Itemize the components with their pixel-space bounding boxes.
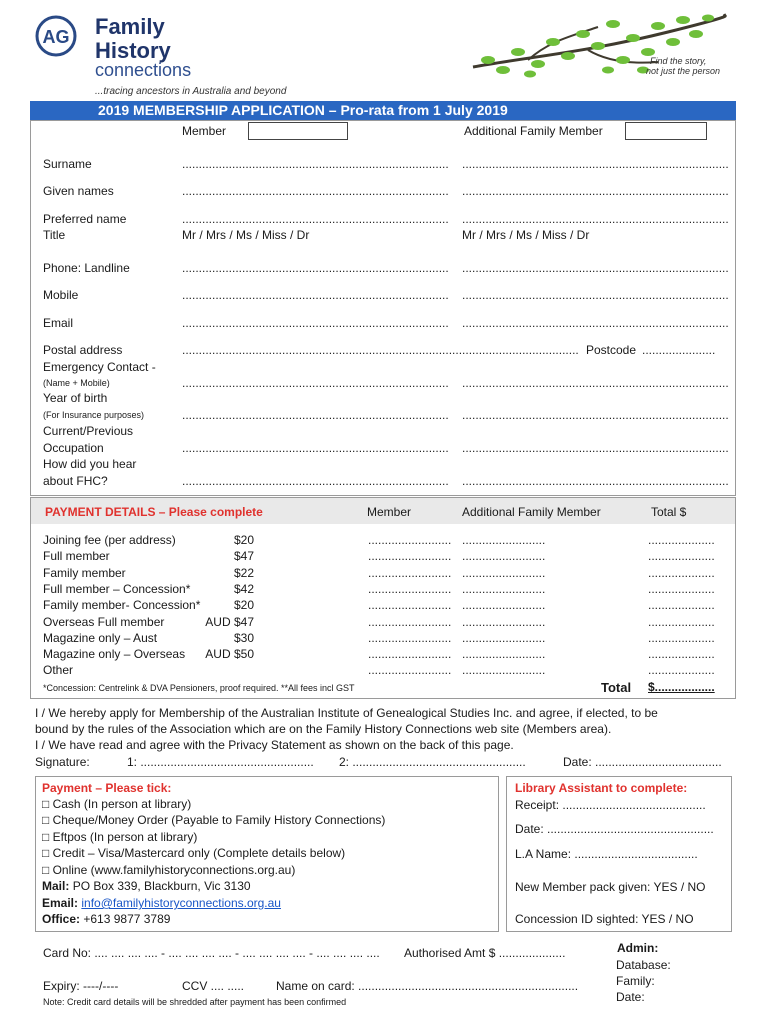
preferred-name-field-additional[interactable]: ................................................................................ [462,212,729,226]
total-label: Total [601,680,632,695]
declaration-line2: bound by the rules of the Association which are on the Family History Connections web site (Members area). [35,722,612,736]
office-value: +613 9877 3789 [83,912,171,926]
library-date-field[interactable]: Date: .................................................. [515,822,714,836]
member-checkbox[interactable] [248,122,348,140]
email-contact-link[interactable]: info@familyhistoryconnections.org.au [81,896,281,910]
fee-row-additional-field[interactable]: ......................... [462,566,546,580]
email-field-additional[interactable]: ................................................................................ [462,316,729,330]
brand-line1: Family [95,14,165,39]
fee-row-label: Full member [43,549,110,563]
payment-additional-header: Additional Family Member [462,505,601,519]
mobile-field-additional[interactable]: ................................................................................ [462,288,729,302]
heard-label-line2: about FHC? [43,474,108,488]
fee-row-total-field[interactable]: .................... [648,647,715,661]
yob-field-member[interactable]: ................................................................................ [182,408,449,422]
preferred-name-field-member[interactable]: ................................................................................ [182,212,449,226]
fhc-logo-icon [32,14,80,58]
authorised-amount-field[interactable]: Authorised Amt $ .................... [404,946,566,960]
title-label: Title [43,228,66,242]
mobile-label: Mobile [43,288,79,302]
surname-field-additional[interactable]: ................................................................................ [462,157,729,171]
admin-date: Date: [616,990,645,1004]
fee-row-total-field[interactable]: .................... [648,549,715,563]
payment-option-checkbox[interactable]: □ Credit – Visa/Mastercard only (Complete details below) [42,846,346,860]
year-of-birth-sublabel: (For Insurance purposes) [43,410,145,420]
fee-row-member-field[interactable]: ......................... [368,615,452,629]
fee-row-additional-field[interactable]: ......................... [462,631,546,645]
signature-field-2[interactable]: 2: .................................................... [339,755,526,769]
preferred-name-label: Preferred name [43,212,127,226]
phone-field-additional[interactable]: ................................................................................ [462,261,729,275]
fee-row-label: Other [43,663,74,677]
fee-row-price: AUD $47 [205,615,254,629]
title-options-member[interactable]: Mr / Mrs / Ms / Miss / Dr [182,228,310,242]
fee-row-label: Full member – Concession* [43,582,191,596]
payment-option-checkbox[interactable]: □ Online (www.familyhistoryconnections.org.au) [42,863,296,877]
total-value[interactable]: $.................. [648,680,715,694]
mobile-field-member[interactable]: ................................................................................ [182,288,449,302]
given-names-field-additional[interactable]: ................................................................................ [462,184,729,198]
heard-label-line1: How did you hear [43,457,137,471]
admin-title: Admin: [617,941,659,955]
emergency-field-additional[interactable]: ................................................................................ [462,376,729,390]
surname-field-member[interactable]: ................................................................................ [182,157,449,171]
mail-value: PO Box 339, Blackburn, Vic 3130 [72,879,251,893]
fee-row-total-field[interactable]: .................... [648,615,715,629]
card-note: Note: Credit card details will be shredded after payment has been confirmed [43,997,347,1007]
email-contact-label: Email: [42,896,79,910]
member-column-header: Member [182,124,227,138]
fee-row-additional-field[interactable]: ......................... [462,663,546,677]
concession-id-field[interactable]: Concession ID sighted: YES / NO [515,912,694,926]
postcode-label: Postcode [586,343,637,357]
postcode-field[interactable]: ...................... [642,343,716,357]
year-of-birth-label: Year of birth [43,391,108,405]
fee-row-total-field[interactable]: .................... [648,663,715,677]
receipt-field[interactable]: Receipt: ........................................... [515,798,706,812]
surname-label: Surname [43,157,92,171]
fee-row-label: Joining fee (per address) [43,533,176,547]
email-field-member[interactable]: ................................................................................ [182,316,449,330]
fee-row-price: $20 [233,533,254,547]
fee-row-total-field[interactable]: .................... [648,631,715,645]
given-names-field-member[interactable]: ................................................................................ [182,184,449,198]
heard-field-additional[interactable]: ................................................................................ [462,474,729,488]
brand-line3: connections [95,60,192,80]
occupation-field-additional[interactable]: ................................................................................ [462,441,729,455]
payment-option-checkbox[interactable]: □ Cheque/Money Order (Payable to Family History Connections) [42,813,386,827]
fee-row-member-field[interactable]: ......................... [368,549,452,563]
given-names-label: Given names [43,184,114,198]
payment-option-checkbox[interactable]: □ Cash (In person at library) [42,797,192,811]
fee-row-member-field[interactable]: ......................... [368,647,452,661]
fee-row-total-field[interactable]: .................... [648,566,715,580]
signature-field-1[interactable]: 1: .................................................... [127,755,314,769]
fee-row-price: $22 [233,566,254,580]
payment-member-header: Member [367,505,412,519]
slogan-line1: Find the story, [650,56,707,66]
yob-field-additional[interactable]: ................................................................................ [462,408,729,422]
brand-line2: History [95,38,171,63]
fee-row-price: $47 [233,549,254,563]
member-pack-field[interactable]: New Member pack given: YES / NO [515,880,706,894]
signature-label: Signature: [35,755,90,769]
fee-row-label: Magazine only – Aust [43,631,158,645]
declaration-date-field[interactable]: Date: ...................................... [563,755,722,769]
fee-row-member-field[interactable]: ......................... [368,533,452,547]
slogan-line2: not just the person [646,66,721,76]
occupation-field-member[interactable]: ................................................................................ [182,441,449,455]
admin-family: Family: [616,974,655,988]
fee-row-additional-field[interactable]: ......................... [462,582,546,596]
fee-row-member-field[interactable]: ......................... [368,582,452,596]
fee-row-additional-field[interactable]: ......................... [462,533,546,547]
additional-member-column-header: Additional Family Member [464,124,603,138]
card-number-field[interactable]: Card No: .... .... .... .... - .... .... .... .... - .... .... .... .... - .... .... .... .... [43,946,380,960]
postal-address-field[interactable]: ....................................................................................................................... [182,343,579,357]
occupation-label-line2: Occupation [43,441,104,455]
admin-database: Database: [616,958,671,972]
fee-row-price: AUD $50 [205,647,254,661]
declaration-line1: I / We hereby apply for Membership of the Australian Institute of Genealogical Studies Inc. and agree, if elected, to be [35,706,658,720]
email-label: Email [43,316,74,330]
heard-field-member[interactable]: ................................................................................ [182,474,449,488]
payment-details-title: PAYMENT DETAILS – Please complete [45,505,263,519]
fee-row-label: Magazine only – Overseas [43,647,186,661]
fee-row-total-field[interactable]: .................... [648,533,715,547]
fee-row-label: Family member [43,566,126,580]
declaration-line3: I / We have read and agree with the Privacy Statement as shown on the back of this page. [35,738,514,752]
fee-row-additional-field[interactable]: ......................... [462,615,546,629]
office-label: Office: [42,912,81,926]
expiry-field[interactable]: Expiry: ----/---- [43,979,119,993]
fee-row-member-field[interactable]: ......................... [368,631,452,645]
postal-address-label: Postal address [43,343,123,357]
additional-member-checkbox[interactable] [625,122,707,140]
payment-total-header: Total $ [651,505,687,519]
la-name-field[interactable]: L.A Name: ..................................... [515,847,698,861]
logo-letters: AG [42,27,70,47]
emergency-contact-label: Emergency Contact - [43,360,156,374]
fee-row-total-field[interactable]: .................... [648,582,715,596]
fee-row-member-field[interactable]: ......................... [368,598,452,612]
payment-option-checkbox[interactable]: □ Eftpos (In person at library) [42,830,198,844]
fee-row-additional-field[interactable]: ......................... [462,549,546,563]
fee-row-additional-field[interactable]: ......................... [462,598,546,612]
payment-method-title: Payment – Please tick: [42,781,172,795]
phone-landline-label: Phone: Landline [43,261,130,275]
fee-row-member-field[interactable]: ......................... [368,663,452,677]
fee-row-label: Overseas Full member [43,615,165,629]
fee-row-price: $30 [233,631,254,645]
concession-note: *Concession: Centrelink & DVA Pensioners, proof required. **All fees incl GST [43,683,355,693]
fee-row-total-field[interactable]: .................... [648,598,715,612]
emergency-field-member[interactable]: ................................................................................ [182,376,449,390]
fee-row-price: $20 [233,598,254,612]
library-assistant-title: Library Assistant to complete: [515,781,688,795]
phone-field-member[interactable]: ................................................................................ [182,261,449,275]
tagline: ...tracing ancestors in Australia and beyond [95,86,287,97]
occupation-label-line1: Current/Previous [43,424,134,438]
fee-row-additional-field[interactable]: ......................... [462,647,546,661]
ccv-field[interactable]: CCV .... ..... [182,979,245,993]
fee-row-label: Family member- Concession* [43,598,201,612]
personal-details-section [30,120,736,496]
fee-row-member-field[interactable]: ......................... [368,566,452,580]
form-title: 2019 MEMBERSHIP APPLICATION – Pro-rata from 1 July 2019 [30,101,736,120]
mail-label: Mail: [42,879,70,893]
emergency-contact-sublabel: (Name + Mobile) [43,378,110,388]
title-options-additional[interactable]: Mr / Mrs / Ms / Miss / Dr [462,228,590,242]
fee-row-price: $42 [233,582,254,596]
name-on-card-field[interactable]: Name on card: .................................................................. [276,979,579,993]
